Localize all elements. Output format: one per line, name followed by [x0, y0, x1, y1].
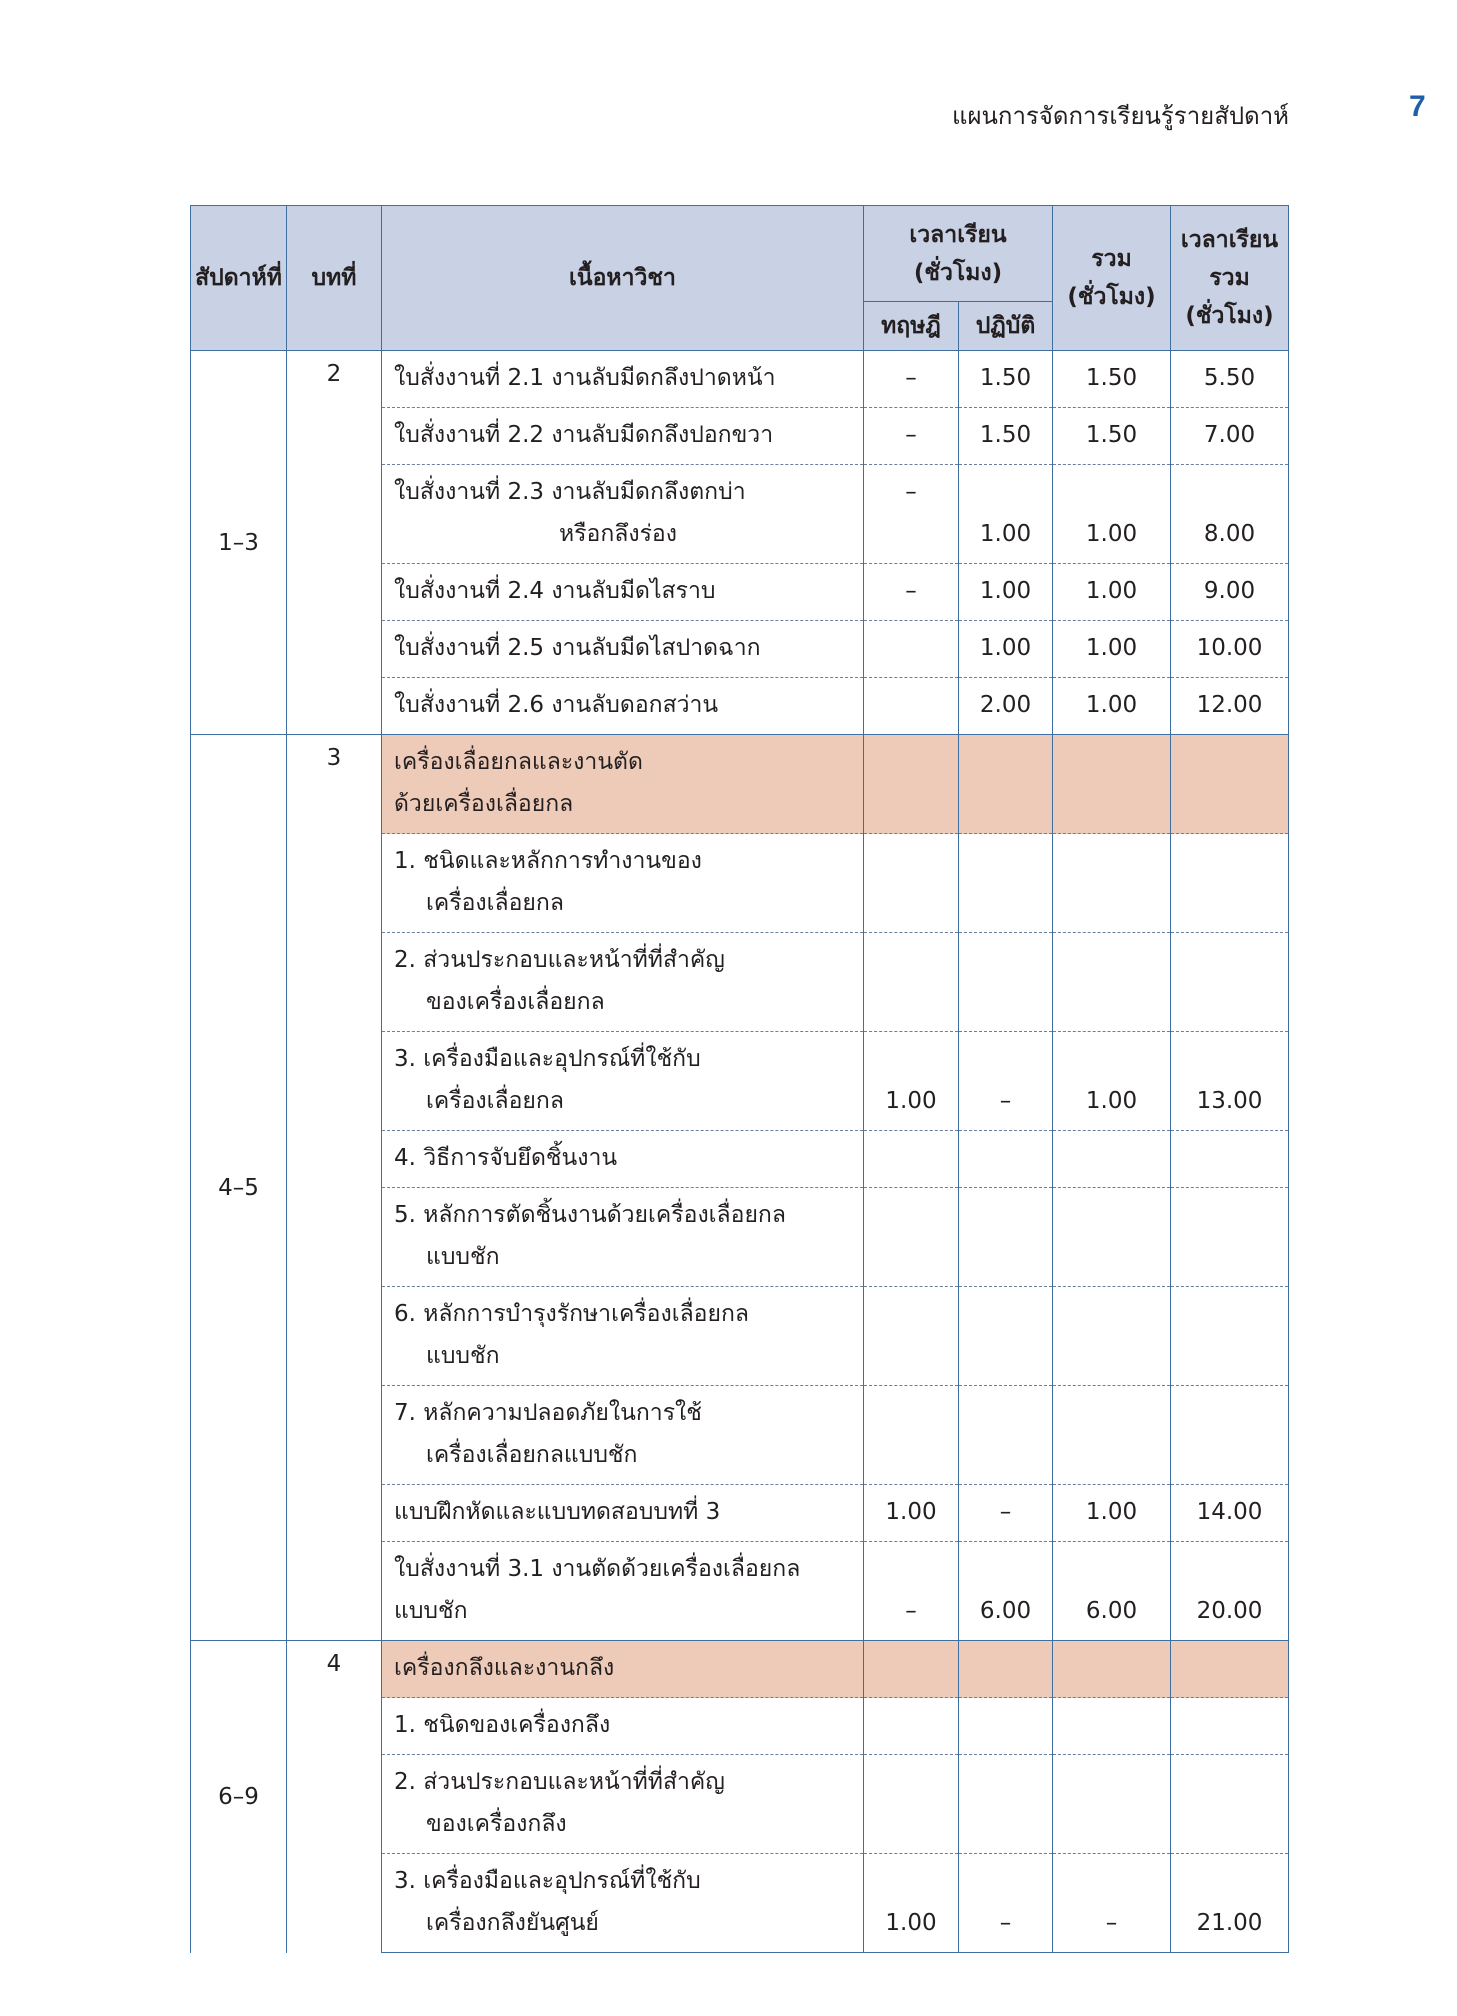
total-cell: 1.00 [1053, 465, 1171, 564]
theory-cell: 1.00 [864, 1854, 959, 1953]
total-cell: 1.00 [1053, 621, 1171, 678]
practice-cell [959, 1755, 1053, 1854]
total-cell: 1.00 [1053, 1485, 1171, 1542]
practice-cell: 6.00 [959, 1542, 1053, 1641]
total-cell: 1.50 [1053, 351, 1171, 408]
practice-cell [959, 1386, 1053, 1485]
total-cell [1053, 1287, 1171, 1386]
cumulative-cell: 12.00 [1171, 678, 1289, 735]
table-row [191, 735, 1289, 834]
cumulative-cell [1171, 1641, 1289, 1698]
total-cell: 1.00 [1053, 678, 1171, 735]
content-cell [382, 1542, 864, 1641]
practice-cell: 1.50 [959, 351, 1053, 408]
cumulative-cell: 10.00 [1171, 621, 1289, 678]
content-cell [382, 1032, 864, 1131]
cumulative-cell [1171, 1698, 1289, 1755]
practice-cell: – [959, 1032, 1053, 1131]
content-cell [382, 1485, 864, 1542]
theory-cell [864, 678, 959, 735]
content-cell [382, 1854, 864, 1953]
content-line: 2. ส่วนประกอบและหน้าที่ที่สำคัญ [394, 947, 725, 973]
content-line: 3. เครื่องมือและอุปกรณ์ที่ใช้กับ [394, 1868, 701, 1894]
total-cell [1053, 1641, 1171, 1698]
total-cell: 1.00 [1053, 564, 1171, 621]
total-cell [1053, 1188, 1171, 1287]
content-line: แบบฝึกหัดและแบบทดสอบบทที่ 3 [394, 1499, 721, 1525]
theory-cell: 1.00 [864, 1032, 959, 1131]
table-row [191, 1641, 1289, 1698]
theory-cell [864, 1188, 959, 1287]
content-line-continued: ของเครื่องเลื่อยกล [426, 989, 605, 1015]
content-line: 6. หลักการบำรุงรักษาเครื่องเลื่อยกล [394, 1301, 749, 1327]
content-line: ใบสั่งงานที่ 2.5 งานลับมีดไสปาดฉาก [394, 635, 761, 661]
week-cell: 6–9 [191, 1641, 287, 1953]
practice-cell [959, 735, 1053, 834]
content-line-continued: เครื่องเลื่อยกล [426, 890, 564, 916]
running-header [952, 96, 1289, 135]
content-cell [382, 933, 864, 1032]
content-cell [382, 564, 864, 621]
content-cell [382, 678, 864, 735]
content-cell [382, 1641, 864, 1698]
content-line: เครื่องกลึงและงานกลึง [394, 1655, 615, 1681]
week-cell: 4–5 [191, 735, 287, 1641]
cumulative-cell [1171, 834, 1289, 933]
practice-cell [959, 834, 1053, 933]
content-line: ใบสั่งงานที่ 2.2 งานลับมีดกลึงปอกขวา [394, 422, 774, 448]
weekly-plan-table [190, 205, 1289, 1953]
cumulative-cell: 9.00 [1171, 564, 1289, 621]
content-line: 3. เครื่องมือและอุปกรณ์ที่ใช้กับ [394, 1046, 701, 1072]
cumulative-cell [1171, 1131, 1289, 1188]
content-cell [382, 465, 864, 564]
content-line: ใบสั่งงานที่ 2.6 งานลับดอกสว่าน [394, 692, 719, 718]
theory-cell [864, 1131, 959, 1188]
week-cell: 1–3 [191, 351, 287, 735]
content-line: ใบสั่งงานที่ 2.1 งานลับมีดกลึงปาดหน้า [394, 365, 776, 391]
content-line: เครื่องเลื่อยกลและงานตัด [394, 749, 643, 775]
cumulative-cell: 20.00 [1171, 1542, 1289, 1641]
content-cell [382, 351, 864, 408]
cumulative-cell: 21.00 [1171, 1854, 1289, 1953]
chapter-cell: 4 [287, 1641, 382, 1953]
theory-cell [864, 1755, 959, 1854]
total-cell [1053, 1755, 1171, 1854]
practice-cell [959, 1287, 1053, 1386]
page-number-value: 7 [1409, 90, 1426, 123]
content-line-continued: หรือกลึงร่อง [559, 521, 677, 547]
theory-cell: – [864, 351, 959, 408]
practice-cell [959, 1698, 1053, 1755]
content-cell [382, 621, 864, 678]
content-cell [382, 834, 864, 933]
content-cell [382, 408, 864, 465]
content-line: 1. ชนิดและหลักการทำงานของ [394, 848, 702, 874]
theory-cell [864, 1386, 959, 1485]
practice-cell: – [959, 1485, 1053, 1542]
theory-cell [864, 1287, 959, 1386]
theory-cell: – [864, 564, 959, 621]
practice-cell [959, 1188, 1053, 1287]
content-line-continued: เครื่องกลึงยันศูนย์ [426, 1910, 599, 1936]
table-body [191, 351, 1289, 1953]
total-cell [1053, 1698, 1171, 1755]
content-line-continued: แบบชัก [426, 1244, 500, 1270]
content-line-continued: แบบชัก [394, 1598, 468, 1624]
cumulative-cell: 8.00 [1171, 465, 1289, 564]
col-week-header: สัปดาห์ที่ [191, 206, 287, 351]
total-cell: – [1053, 1854, 1171, 1953]
content-line: ใบสั่งงานที่ 3.1 งานตัดด้วยเครื่องเลื่อยกล [394, 1556, 801, 1582]
theory-cell [864, 1641, 959, 1698]
content-cell [382, 1698, 864, 1755]
running-header-title: แผนการจัดการเรียนรู้รายสัปดาห์ [951, 102, 1289, 130]
chapter-cell: 2 [287, 351, 382, 735]
theory-cell [864, 465, 959, 564]
total-cell: 1.00 [1053, 1032, 1171, 1131]
practice-cell [959, 933, 1053, 1032]
theory-cell: – [864, 1542, 959, 1641]
total-cell: 6.00 [1053, 1542, 1171, 1641]
theory-cell [864, 1698, 959, 1755]
cumulative-cell [1171, 735, 1289, 834]
practice-cell: 2.00 [959, 678, 1053, 735]
content-cell [382, 1755, 864, 1854]
cumulative-cell: 13.00 [1171, 1032, 1289, 1131]
content-line: ใบสั่งงานที่ 2.3 งานลับมีดกลึงตกบ่า [394, 479, 746, 505]
col-practice-header: ปฏิบัติ [959, 302, 1053, 351]
practice-cell: 1.00 [959, 621, 1053, 678]
practice-cell: 1.00 [959, 465, 1053, 564]
cumulative-cell: 7.00 [1171, 408, 1289, 465]
content-line: 2. ส่วนประกอบและหน้าที่ที่สำคัญ [394, 1769, 725, 1795]
col-total-header: รวม (ชั่วโมง) [1053, 206, 1171, 351]
col-theory-header: ทฤษฎี [864, 302, 959, 351]
theory-cell [864, 735, 959, 834]
content-line: 5. หลักการตัดชิ้นงานด้วยเครื่องเลื่อยกล [394, 1202, 786, 1228]
content-line-continued: ด้วยเครื่องเลื่อยกล [394, 791, 574, 817]
content-line-continued: แบบชัก [426, 1343, 500, 1369]
content-line: ใบสั่งงานที่ 2.4 งานลับมีดไสราบ [394, 578, 716, 604]
theory-cell [864, 834, 959, 933]
table-row [191, 351, 1289, 408]
content-cell [382, 1287, 864, 1386]
cumulative-cell: 5.50 [1171, 351, 1289, 408]
content-cell [382, 1131, 864, 1188]
cumulative-cell [1171, 1386, 1289, 1485]
cumulative-cell [1171, 1188, 1289, 1287]
theory-cell: – [864, 408, 959, 465]
practice-cell: – [959, 1854, 1053, 1953]
content-line: 7. หลักความปลอดภัยในการใช้ [394, 1400, 702, 1426]
total-cell [1053, 933, 1171, 1032]
col-content-header: เนื้อหาวิชา [382, 206, 864, 351]
theory-value: – [905, 479, 917, 505]
col-chapter-header: บทที่ [287, 206, 382, 351]
total-cell [1053, 834, 1171, 933]
total-cell [1053, 1386, 1171, 1485]
content-line-continued: ของเครื่องกลึง [426, 1811, 567, 1837]
content-cell [382, 735, 864, 834]
content-line-continued: เครื่องเลื่อยกลแบบชัก [426, 1442, 638, 1468]
theory-cell [864, 933, 959, 1032]
theory-cell: 1.00 [864, 1485, 959, 1542]
content-line-continued: เครื่องเลื่อยกล [426, 1088, 564, 1114]
total-cell [1053, 735, 1171, 834]
cumulative-cell [1171, 933, 1289, 1032]
content-line: 4. วิธีการจับยึดชิ้นงาน [394, 1145, 618, 1171]
theory-cell [864, 621, 959, 678]
table-header [191, 206, 1289, 351]
cumulative-cell [1171, 1755, 1289, 1854]
total-cell [1053, 1131, 1171, 1188]
col-cumulative-header: เวลาเรียนรวม (ชั่วโมง) [1171, 206, 1289, 351]
content-cell [382, 1188, 864, 1287]
cumulative-cell: 14.00 [1171, 1485, 1289, 1542]
practice-cell: 1.50 [959, 408, 1053, 465]
practice-cell: 1.00 [959, 564, 1053, 621]
col-study-time-header: เวลาเรียน (ชั่วโมง) [864, 206, 1053, 302]
total-cell: 1.50 [1053, 408, 1171, 465]
chapter-cell: 3 [287, 735, 382, 1641]
practice-cell [959, 1641, 1053, 1698]
cumulative-cell [1171, 1287, 1289, 1386]
content-line: 1. ชนิดของเครื่องกลึง [394, 1712, 611, 1738]
practice-cell [959, 1131, 1053, 1188]
content-cell [382, 1386, 864, 1485]
